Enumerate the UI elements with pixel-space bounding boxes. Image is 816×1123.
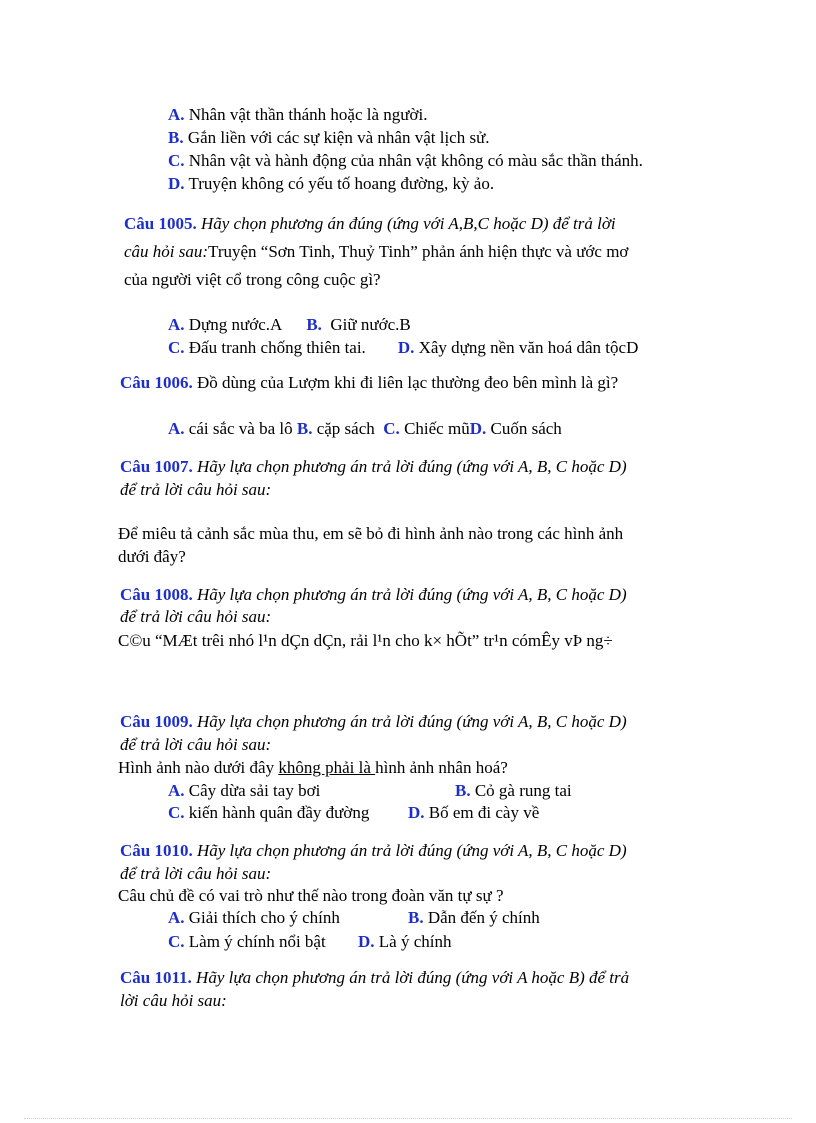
question-instruction: Hãy lựa chọn phương án trả lời đúng (ứng với A, B, C hoặc D) xyxy=(196,457,627,476)
question-1010-text xyxy=(118,885,504,907)
option-text: Xây dựng nền văn hoá dân tộcD xyxy=(418,338,639,357)
question-instruction: Hãy lựa chọn phương án trả lời đúng (ứng với A hoặc B) để trả xyxy=(196,968,630,987)
question-instruction: để trả lời câu hỏi sau: xyxy=(120,480,272,499)
option-text: Truyện không có yếu tố hoang đường, kỳ ảo. xyxy=(188,174,495,193)
options-row-ab xyxy=(168,314,411,336)
option-label: B. xyxy=(296,419,313,438)
option-label: C. xyxy=(168,932,185,951)
option-text: Giữ nước.B xyxy=(330,315,411,334)
question-text: của người việt cổ trong công cuộc gì? xyxy=(124,270,381,289)
option-text: Là ý chính xyxy=(378,932,452,951)
question-1007-text2 xyxy=(118,546,186,568)
question-text: dưới đây? xyxy=(118,547,186,566)
option-label: B. xyxy=(168,128,184,147)
option-b xyxy=(408,907,540,929)
option-text: Dẫn đến ý chính xyxy=(427,908,540,927)
options-row xyxy=(168,418,562,440)
question-1009-text xyxy=(118,757,508,779)
question-instruction: để trả lời câu hỏi sau: xyxy=(120,735,272,754)
question-instruction: lời câu hỏi sau: xyxy=(120,991,227,1010)
option-text: Làm ý chính nổi bật xyxy=(188,932,326,951)
option-c xyxy=(168,931,326,953)
question-number: Câu 1009. xyxy=(120,712,193,731)
question-instruction: Hãy lựa chọn phương án trả lời đúng (ứng với A, B, C hoặc D) xyxy=(196,585,627,604)
question-1005-line2 xyxy=(124,241,628,263)
option-c xyxy=(168,150,643,172)
question-1010-line2 xyxy=(120,863,271,885)
option-label: B. xyxy=(408,908,424,927)
option-label: C. xyxy=(168,151,185,170)
option-text: Bố em đi cày về xyxy=(428,803,540,822)
option-label: A. xyxy=(168,105,185,124)
question-number: Câu 1005. xyxy=(124,214,197,233)
option-d xyxy=(358,931,451,953)
option-label: A. xyxy=(168,908,185,927)
question-text: Hình ảnh nào dưới đây xyxy=(118,758,279,777)
question-1005-line3 xyxy=(124,269,381,291)
option-label: A. xyxy=(168,315,185,334)
question-text: Câu chủ đề có vai trò như thế nào trong đoàn văn tự sự ? xyxy=(118,886,504,905)
option-label: C. xyxy=(168,338,185,357)
option-text: Đấu tranh chống thiên tai. xyxy=(188,338,366,357)
option-label: D. xyxy=(408,803,425,822)
option-text: cặp sách xyxy=(316,419,375,438)
question-number: Câu 1006. xyxy=(120,373,193,392)
option-text: Giải thích cho ý chính xyxy=(188,908,340,927)
option-text: Cỏ gà rung tai xyxy=(474,781,572,800)
option-text: Chiếc mũ xyxy=(404,419,470,438)
question-instruction: Hãy lựa chọn phương án trả lời đúng (ứng với A, B, C hoặc D) xyxy=(196,841,627,860)
option-label: A. xyxy=(168,419,185,438)
question-1011-line1 xyxy=(120,967,629,989)
option-text: Nhân vật thần thánh hoặc là người. xyxy=(188,105,428,124)
option-b xyxy=(168,127,490,149)
option-text: kiến hành quân đầy đường xyxy=(188,803,370,822)
question-1008-text xyxy=(118,630,613,652)
page-bottom-divider xyxy=(24,1118,792,1119)
option-text: Gắn liền với các sự kiện và nhân vật lịch sử. xyxy=(187,128,490,147)
option-c xyxy=(168,802,369,824)
question-text: Truyện “Sơn Tinh, Thuỷ Tinh” phản ánh hiện thực và ước mơ xyxy=(208,242,629,261)
question-text: hình ảnh nhân hoá? xyxy=(375,758,508,777)
option-d xyxy=(408,802,539,824)
option-label: A. xyxy=(168,781,185,800)
option-label: C. xyxy=(383,419,400,438)
question-instruction: để trả lời câu hỏi sau: xyxy=(120,864,272,883)
question-text: Để miêu tả cảnh sắc mùa thu, em sẽ bỏ đi hình ảnh nào trong các hình ảnh xyxy=(118,524,624,543)
question-instruction: Hãy chọn phương án đúng (ứng với A,B,C hoặc D) để trả lời xyxy=(200,214,616,233)
option-label: B. xyxy=(455,781,471,800)
question-instruction: câu hỏi sau: xyxy=(124,242,209,261)
question-number: Câu 1008. xyxy=(120,585,193,604)
option-a xyxy=(168,780,320,802)
question-text-underlined: không phải là xyxy=(278,758,376,777)
option-b xyxy=(455,780,572,802)
option-text: Dựng nước.A xyxy=(188,315,283,334)
question-text: C©u “MÆt trêi nhó l¹n dÇn dÇn, rải l¹n cho k× hÕt” tr¹n cómÊy vÞ ng÷ xyxy=(118,631,613,650)
option-label: D. xyxy=(469,419,487,438)
option-label: C. xyxy=(168,803,185,822)
question-number: Câu 1007. xyxy=(120,457,193,476)
option-text: Cuốn sách xyxy=(490,419,562,438)
option-text: Nhân vật và hành động của nhân vật không có màu sắc thần thánh. xyxy=(188,151,643,170)
question-text: Đồ dùng của Lượm khi đi liên lạc thường đeo bên mình là gì? xyxy=(196,373,619,392)
question-1007-line2 xyxy=(120,479,271,501)
option-a xyxy=(168,907,340,929)
option-a xyxy=(168,104,427,126)
question-1009-line1 xyxy=(120,711,627,733)
question-1011-line2 xyxy=(120,990,227,1012)
options-row-cd xyxy=(168,337,638,359)
question-1007-text1 xyxy=(118,523,623,545)
option-text: cái sắc và ba lô xyxy=(188,419,293,438)
question-1006-line1 xyxy=(120,372,618,394)
option-label: D. xyxy=(397,338,415,357)
question-1008-line2 xyxy=(120,606,271,628)
question-1010-line1 xyxy=(120,840,627,862)
question-1005-line1 xyxy=(124,213,616,235)
question-number: Câu 1011. xyxy=(120,968,192,987)
option-label: D. xyxy=(168,174,185,193)
question-1008-line1 xyxy=(120,584,627,606)
question-1009-line2 xyxy=(120,734,271,756)
question-number: Câu 1010. xyxy=(120,841,193,860)
question-1007-line1 xyxy=(120,456,627,478)
option-label: B. xyxy=(306,315,322,334)
option-text: Cây dừa sải tay bơi xyxy=(188,781,321,800)
question-instruction: Hãy lựa chọn phương án trả lời đúng (ứng với A, B, C hoặc D) xyxy=(196,712,627,731)
option-label: D. xyxy=(358,932,375,951)
question-instruction: để trả lời câu hỏi sau: xyxy=(120,607,272,626)
option-d xyxy=(168,173,494,195)
